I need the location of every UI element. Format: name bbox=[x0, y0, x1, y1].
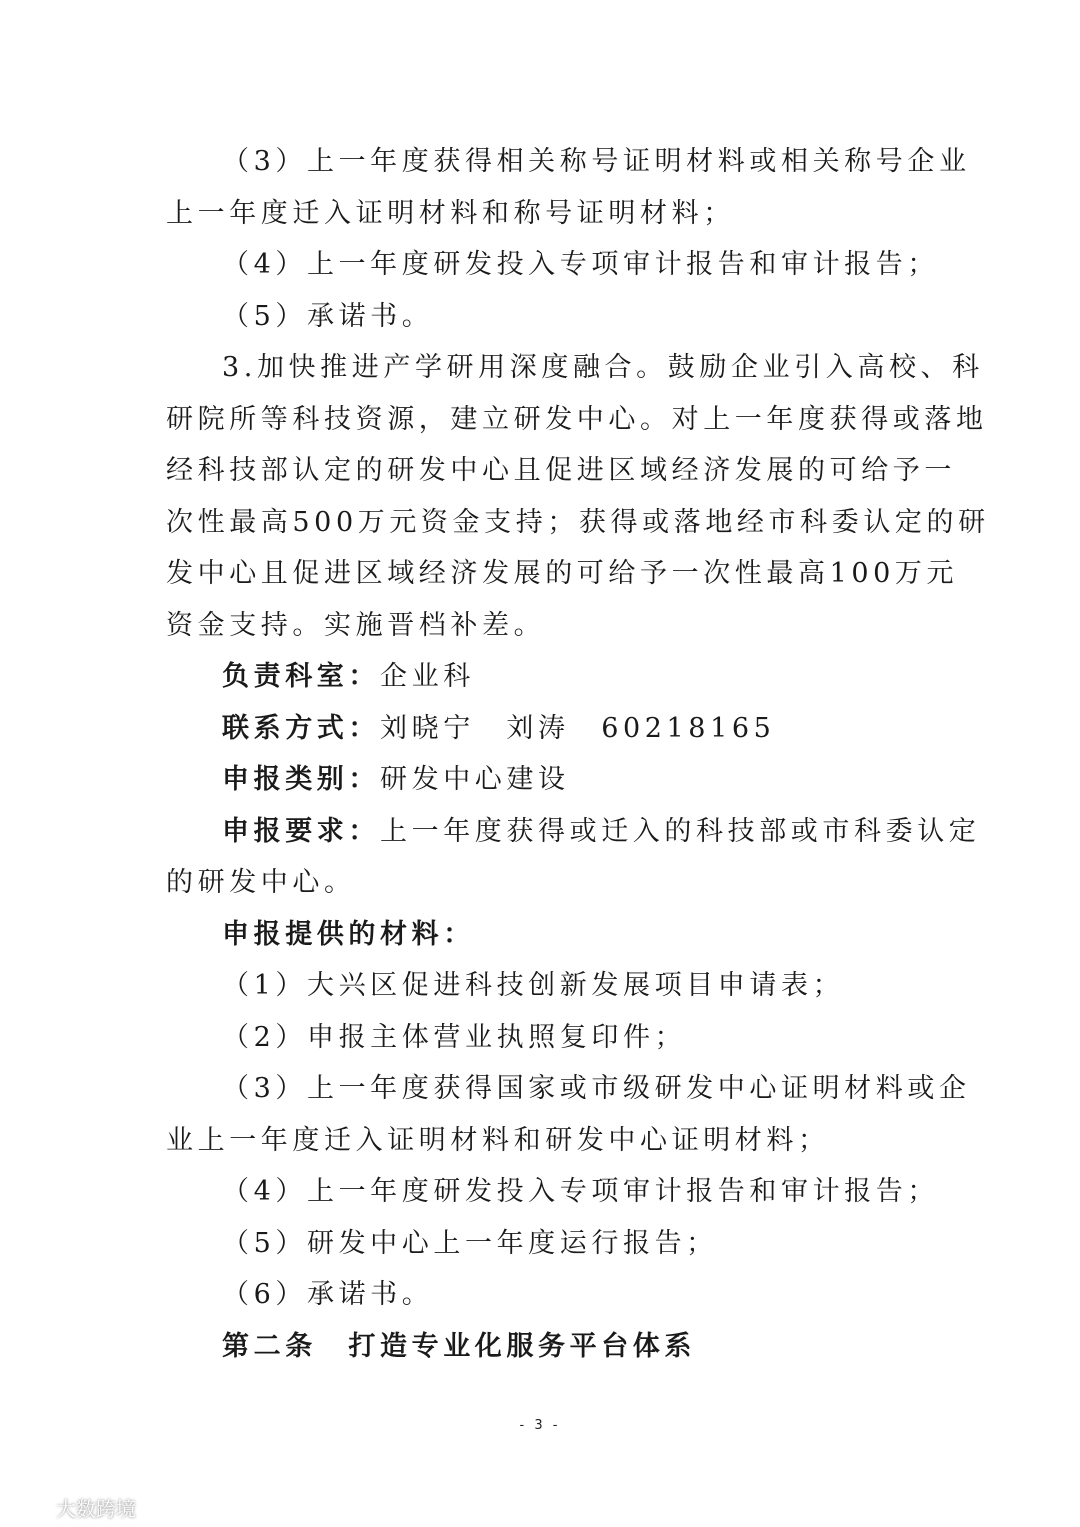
paragraph-line: 3.加快推进产学研用深度融合。鼓励企业引入高校、科 bbox=[222, 352, 984, 383]
materials-item: （3）上一年度获得国家或市级研发中心证明材料或企 bbox=[222, 1073, 971, 1104]
paragraph-line: 次性最高500万元资金支持；获得或落地经市科委认定的研 bbox=[166, 506, 990, 538]
paragraph-line: （4）上一年度研发投入专项审计报告和审计报告； bbox=[222, 249, 939, 280]
requirement-label: 申报要求： bbox=[222, 815, 380, 847]
contact-row bbox=[166, 703, 918, 755]
paragraph-line: 的研发中心。 bbox=[166, 867, 356, 898]
requirement-value: 上一年度获得或迁入的科技部或市科委认定 bbox=[380, 815, 981, 847]
responsible-value: 企业科 bbox=[380, 661, 475, 692]
category-row bbox=[166, 754, 918, 806]
category-value: 研发中心建设 bbox=[380, 764, 570, 795]
watermark-text: 大数跨境 bbox=[56, 1497, 136, 1521]
document-body bbox=[166, 136, 990, 1372]
brand-logo-icon bbox=[8, 1495, 52, 1521]
paragraph-line: 上一年度迁入证明材料和称号证明材料； bbox=[166, 197, 735, 229]
paragraph-line: 研院所等科技资源，建立研发中心。对上一年度获得或落地 bbox=[166, 403, 988, 435]
paragraph-line: （5）承诺书。 bbox=[222, 300, 434, 332]
materials-item: （5）研发中心上一年度运行报告； bbox=[222, 1227, 718, 1259]
watermark bbox=[8, 1493, 136, 1522]
requirement-row bbox=[166, 806, 981, 858]
responsible-label: 负责科室： bbox=[222, 661, 380, 692]
materials-item: （4）上一年度研发投入专项审计报告和审计报告； bbox=[222, 1176, 939, 1207]
paragraph-line: （3）上一年度获得相关称号证明材料或相关称号企业 bbox=[222, 146, 971, 177]
page-number: - 3 - bbox=[519, 1418, 561, 1433]
contact-value: 刘晓宁 刘涛 60218165 bbox=[380, 712, 776, 744]
materials-item: （6）承诺书。 bbox=[222, 1279, 434, 1310]
materials-item: 业上一年度迁入证明材料和研发中心证明材料； bbox=[166, 1124, 830, 1156]
materials-heading: 申报提供的材料： bbox=[222, 918, 475, 950]
materials-item: （2）申报主体营业执照复印件； bbox=[222, 1021, 687, 1053]
category-label: 申报类别： bbox=[222, 764, 380, 795]
article-heading: 第二条 打造专业化服务平台体系 bbox=[222, 1330, 696, 1362]
paragraph-line: 资金支持。实施晋档补差。 bbox=[166, 609, 546, 641]
paragraph-line: 发中心且促进区域经济发展的可给予一次性最高100万元 bbox=[166, 558, 959, 589]
responsible-row bbox=[166, 651, 918, 703]
materials-item: （1）大兴区促进科技创新发展项目申请表； bbox=[222, 970, 845, 1001]
contact-label: 联系方式： bbox=[222, 712, 380, 744]
paragraph-line: 经科技部认定的研发中心且促进区域经济发展的可给予一 bbox=[166, 455, 956, 486]
